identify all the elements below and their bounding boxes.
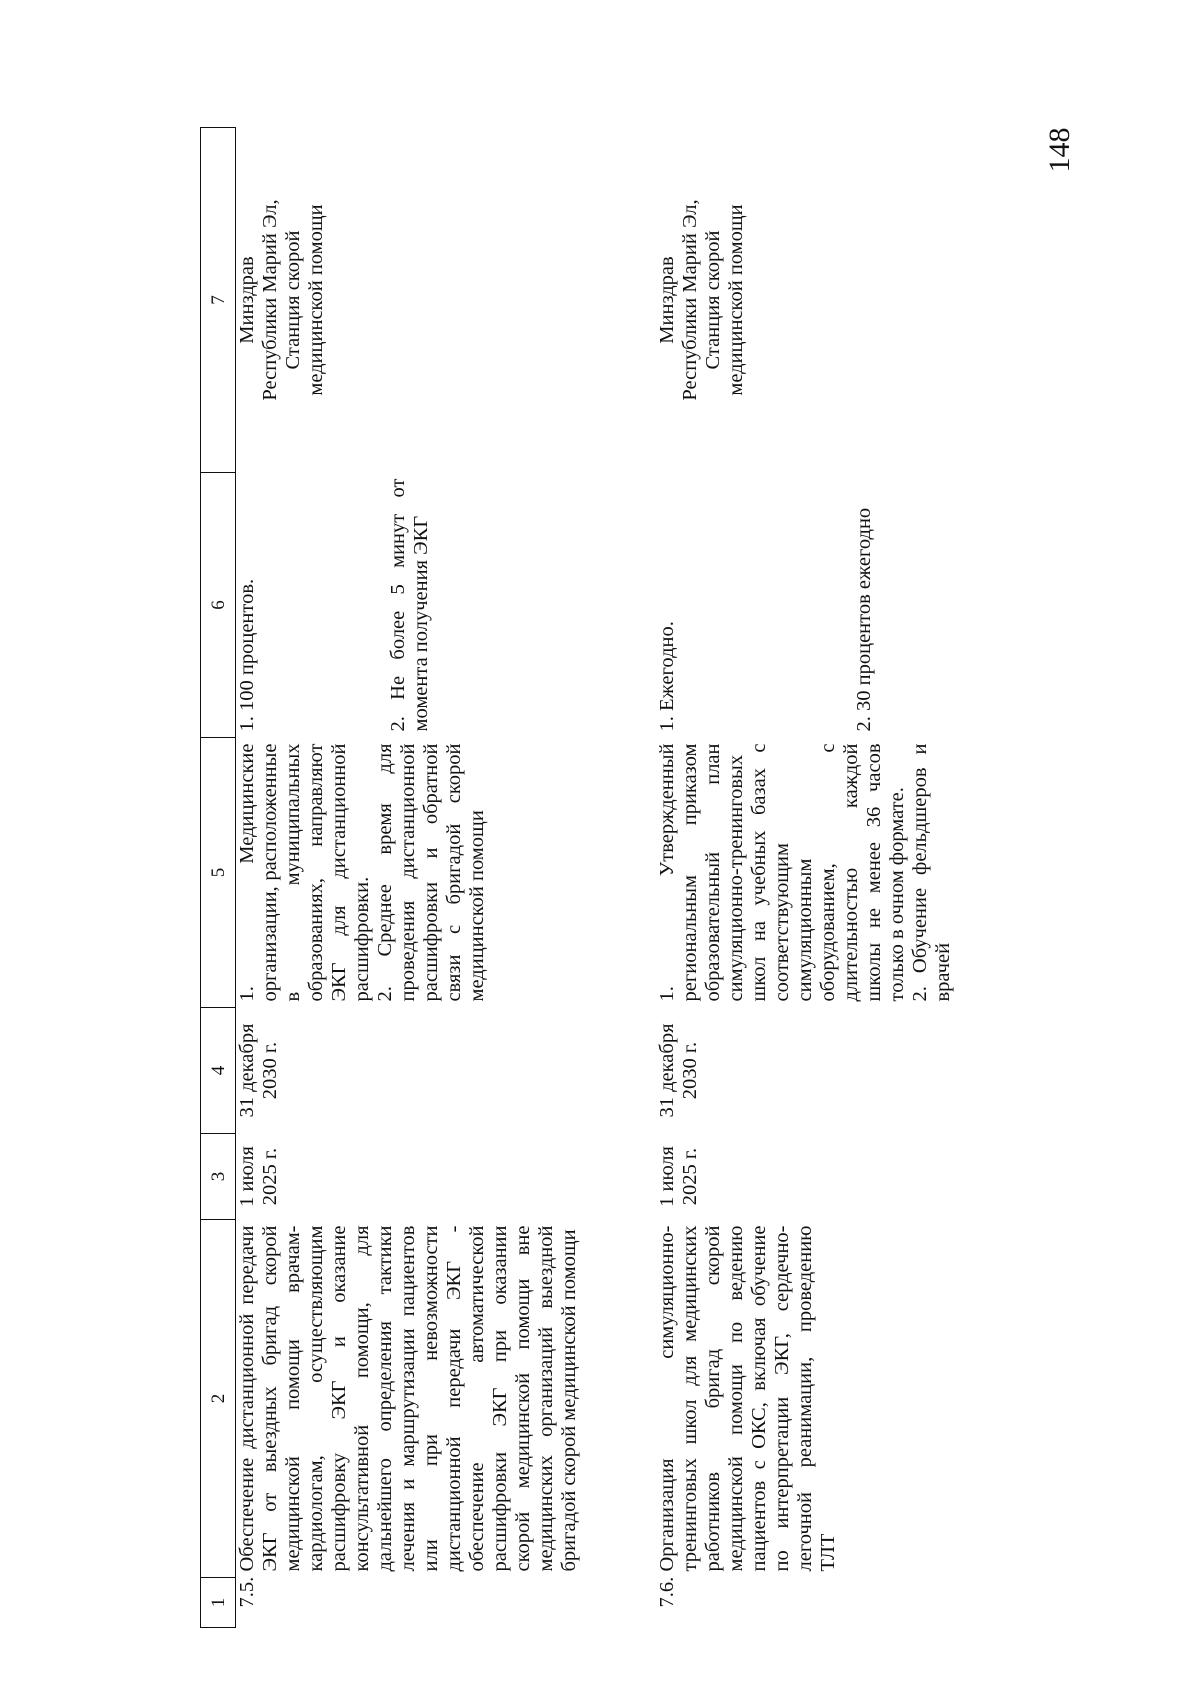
row-number: 7.5. (236, 1576, 258, 1608)
header-cell: 1 (201, 1578, 236, 1628)
end-date-cell: 31 декабря 2030 г. (236, 1023, 281, 1118)
value-item-2: 2. 30 процентов ежегодно (853, 507, 876, 732)
header-cell: 3 (201, 1134, 236, 1220)
page-number: 148 (1043, 127, 1076, 173)
table-row (236, 128, 657, 1628)
header-cell: 6 (201, 473, 236, 738)
value-item-2: 2. Не более 5 минут от момента получения ЭКГ (387, 478, 432, 732)
header-cell: 4 (201, 1008, 236, 1134)
header-row (201, 128, 236, 1628)
value-cell (236, 473, 657, 738)
activity-cell: Организация симуляционно-тренинговых школ для медицинских работников бригад скорой медицинской помощи по ведению пациентов с ОКС, включая обучение по интерпретации ЭКГ, сердечно-легочной реанимации, проведению ТЛТ (656, 1225, 840, 1572)
result-item-1: 1. Утвержденный региональным приказом образовательный план симуляционно-тренинговых школ на учебных базах с соответствующим симуляционным оборудованием, с длительностью каждой школы не менее 36 часов только в очном формате. (656, 743, 909, 1002)
header-cell: 7 (201, 128, 236, 473)
value-item-1: 1. Ежегодно. (656, 621, 679, 732)
start-date-cell: 1 июля 2025 г. (236, 1146, 281, 1207)
header-cell: 5 (201, 738, 236, 1008)
table-row (656, 128, 1020, 1628)
result-item-1: 1. Медицинские организации, расположенные в муниципальных образованиях, направляют ЭКГ для дистанционной расшифровки. (236, 743, 373, 1002)
start-date-cell: 1 июля 2025 г. (656, 1146, 702, 1207)
header-cell: 2 (201, 1220, 236, 1578)
result-cell (656, 738, 1020, 1008)
activity-cell: Обеспечение дистанционной передачи ЭКГ от выездных бригад скорой медицинской помощи врачам-кардиологам, осуществляющим расшифровку ЭКГ и оказание консультативной помощи, для дальнейшего определения тактики лечения и маршрутизации пациентов или при невозможности дистанционной передачи ЭКГ - обеспечение автоматической расшифровки ЭКГ при оказании скорой медицинской помощи вне медицинских организаций выездной бригадой скорой медицинской помощи (236, 1225, 580, 1572)
rotated-page (200, 128, 1020, 1628)
measures-table (200, 127, 1020, 1628)
result-cell (236, 738, 657, 1008)
value-cell (656, 473, 1020, 738)
result-item-2: 2. Обучение фельдшеров и врачей (909, 743, 955, 1002)
responsible-cell: Минздрав Республики Марий Эл, Станция скорой медицинской помощи (656, 199, 748, 401)
row-number: 7.6. (656, 1576, 679, 1608)
end-date-cell: 31 декабря 2030 г. (656, 1023, 702, 1118)
value-item-1: 1. 100 процентов. (236, 578, 258, 732)
result-item-2: 2. Среднее время для проведения дистанционной расшифровки и обратной связи с бригадой скорой медицинской помощи (374, 743, 488, 1002)
responsible-cell: Минздрав Республики Марий Эл, Станция скорой медицинской помощи (236, 199, 327, 401)
